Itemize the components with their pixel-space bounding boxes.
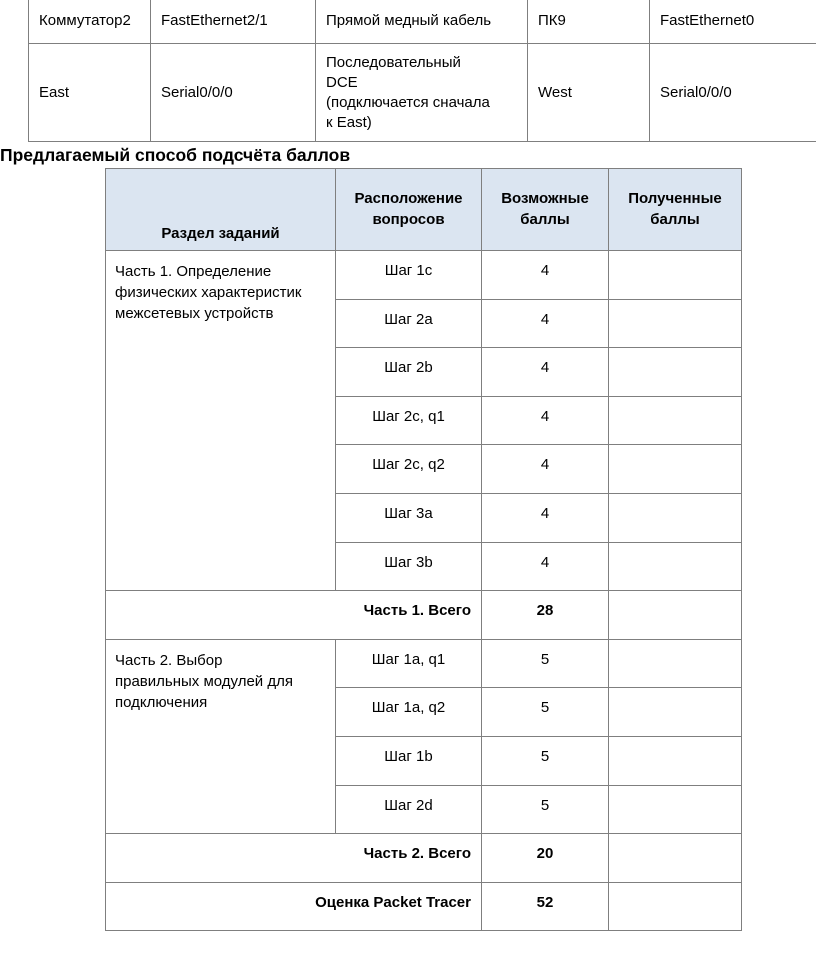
points-cell: 5 — [482, 688, 609, 737]
cable-line: (подключается сначала — [326, 93, 490, 111]
total-row-part2 — [106, 834, 742, 883]
location-cell: Шаг 2d — [336, 785, 482, 834]
from-interface-cell: Serial0/0/0 — [151, 44, 316, 142]
earned-cell[interactable] — [609, 251, 742, 300]
location-cell: Шаг 3b — [336, 542, 482, 591]
total-points: 20 — [482, 834, 609, 883]
section-line: правильных модулей для — [115, 672, 293, 690]
points-cell: 5 — [482, 736, 609, 785]
to-interface-cell: FastEthernet0 — [650, 0, 816, 44]
total-row-part1 — [106, 591, 742, 640]
header-row — [106, 169, 742, 251]
cable-line: Последовательный — [326, 53, 461, 71]
location-cell: Шаг 3a — [336, 493, 482, 542]
points-cell: 5 — [482, 639, 609, 688]
header-line: вопросов — [372, 211, 445, 228]
earned-cell[interactable] — [609, 639, 742, 688]
points-cell: 4 — [482, 251, 609, 300]
earned-cell[interactable] — [609, 542, 742, 591]
points-cell: 4 — [482, 299, 609, 348]
packet-tracer-label: Оценка Packet Tracer — [106, 882, 482, 931]
location-cell: Шаг 2c, q1 — [336, 396, 482, 445]
section-cell-part2 — [106, 639, 336, 833]
cable-type-cell — [316, 44, 528, 142]
section-line: Часть 1. Определение — [115, 263, 272, 280]
cable-type-cell: Прямой медный кабель — [316, 0, 528, 44]
earned-cell[interactable] — [609, 785, 742, 834]
table-row — [106, 251, 742, 300]
earned-cell[interactable] — [609, 493, 742, 542]
location-cell: Шаг 2c, q2 — [336, 445, 482, 494]
location-cell: Шаг 2b — [336, 348, 482, 397]
header-location — [336, 169, 482, 251]
from-interface-cell: FastEthernet2/1 — [151, 0, 316, 44]
from-device-cell: Коммутатор2 — [29, 0, 151, 44]
section-cell-part1 — [106, 251, 336, 591]
connection-row — [29, 44, 816, 142]
earned-cell[interactable] — [609, 445, 742, 494]
earned-cell[interactable] — [609, 396, 742, 445]
scoring-heading: Предлагаемый способ подсчёта баллов — [0, 145, 351, 165]
from-device-cell: East — [29, 44, 151, 142]
section-line: подключения — [115, 693, 208, 711]
points-cell: 4 — [482, 542, 609, 591]
header-line: Полученные — [628, 190, 722, 207]
header-earned-points — [609, 169, 742, 251]
cable-line: к East) — [326, 113, 372, 131]
scoring-table — [105, 168, 742, 931]
earned-cell[interactable] — [609, 688, 742, 737]
header-line: баллы — [650, 211, 700, 228]
location-cell: Шаг 1b — [336, 736, 482, 785]
header-section: Раздел заданий — [106, 169, 336, 251]
packet-tracer-earned-cell[interactable] — [609, 882, 742, 931]
section-line: физических характеристик — [115, 284, 302, 301]
location-cell: Шаг 1a, q2 — [336, 688, 482, 737]
earned-cell[interactable] — [609, 299, 742, 348]
connection-row — [29, 0, 816, 44]
connection-table — [28, 0, 816, 142]
total-points: 28 — [482, 591, 609, 640]
total-label: Часть 2. Всего — [106, 834, 482, 883]
packet-tracer-points: 52 — [482, 882, 609, 931]
location-cell: Шаг 1a, q1 — [336, 639, 482, 688]
to-device-cell: ПК9 — [528, 0, 650, 44]
earned-cell[interactable] — [609, 348, 742, 397]
header-line: Возможные — [501, 190, 589, 207]
total-label: Часть 1. Всего — [106, 591, 482, 640]
location-cell: Шаг 2a — [336, 299, 482, 348]
points-cell: 4 — [482, 445, 609, 494]
to-device-cell: West — [528, 44, 650, 142]
header-possible-points — [482, 169, 609, 251]
total-earned-cell[interactable] — [609, 834, 742, 883]
points-cell: 4 — [482, 493, 609, 542]
section-line: Часть 2. Выбор — [115, 651, 223, 669]
header-line: Расположение — [354, 190, 463, 207]
points-cell: 4 — [482, 396, 609, 445]
to-interface-cell: Serial0/0/0 — [650, 44, 816, 142]
table-row — [106, 639, 742, 688]
points-cell: 4 — [482, 348, 609, 397]
total-earned-cell[interactable] — [609, 591, 742, 640]
location-cell: Шаг 1c — [336, 251, 482, 300]
points-cell: 5 — [482, 785, 609, 834]
packet-tracer-row — [106, 882, 742, 931]
earned-cell[interactable] — [609, 736, 742, 785]
header-line: баллы — [520, 211, 570, 228]
section-line: межсетевых устройств — [115, 305, 274, 322]
cable-line: DCE — [326, 73, 358, 91]
